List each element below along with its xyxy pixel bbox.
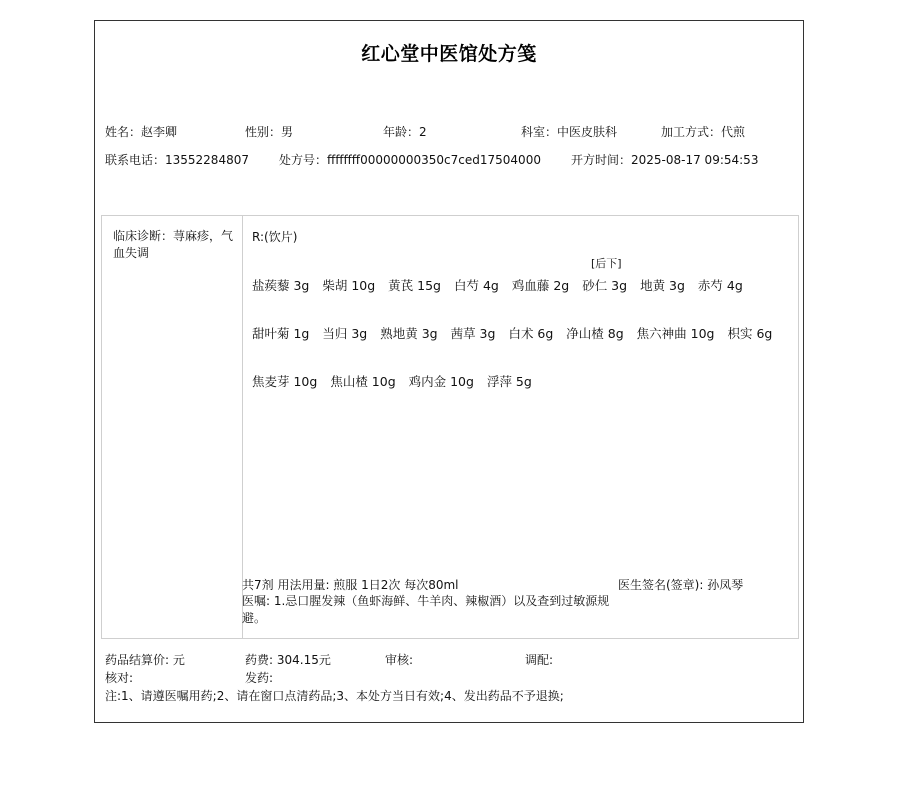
- processing-method: 加工方式：代煎: [661, 125, 746, 139]
- usage-dosage: 共7剂 用法用量: 煎服 1日2次 每次80ml: [242, 578, 459, 592]
- doctor-signature: 医生签名(签章): 孙凤琴: [618, 578, 744, 592]
- herb-row-1: [252, 276, 752, 294]
- doctor-advice: 医嘱: 1.忌口腥发辣（鱼虾海鲜、牛羊肉、辣椒酒）以及查到过敏源规避。: [242, 594, 610, 625]
- herb-item: 当归 3g: [322, 326, 368, 341]
- patient-gender: 性别：男: [245, 125, 294, 139]
- prescription-time: 开方时间：2025-08-17 09:54:53: [571, 153, 759, 167]
- herb-item: 浮萍 5g: [486, 374, 532, 389]
- herb-item: 鸡血藤 2g: [511, 278, 570, 293]
- herb-item: 焦山楂 10g: [330, 374, 396, 389]
- department: 科室：中医皮肤科: [521, 125, 618, 139]
- herb-item: 焦六神曲 10g: [636, 326, 715, 341]
- herb-item: 枳实 6g: [727, 326, 773, 341]
- herb-item: 白术 6g: [508, 326, 554, 341]
- clinical-diagnosis: 临床诊断：荨麻疹，气血失调: [113, 229, 234, 260]
- prescription-panel: [101, 215, 799, 639]
- herb-item: 鸡内金 10g: [408, 374, 474, 389]
- panel-divider: [242, 216, 243, 638]
- prescription-title: 红心堂中医馆处方笺: [361, 43, 537, 65]
- herb-item: 甜叶菊 1g: [252, 326, 310, 341]
- herb-item: 柴胡 10g: [322, 278, 376, 293]
- herb-note-later: [后下]: [591, 257, 622, 270]
- herb-item: 赤芍 4g: [697, 278, 743, 293]
- patient-phone: 联系电话：13552284807: [105, 153, 249, 167]
- herb-row-2: [252, 324, 781, 342]
- herb-item: 砂仁 3g: [582, 278, 628, 293]
- check-label: 核对:: [105, 671, 134, 685]
- herb-item: 茜草 3g: [450, 326, 496, 341]
- prescription-number: 处方号：ffffffff00000000350c7ced17504000: [279, 153, 541, 167]
- issue-label: 发药:: [245, 671, 274, 685]
- footer-note: 注:1、请遵医嘱用药;2、请在窗口点清药品;3、本处方当日有效;4、发出药品不予退换;: [105, 689, 564, 703]
- herb-item: 净山楂 8g: [566, 326, 624, 341]
- patient-name: 姓名：赵李卿: [105, 125, 178, 139]
- rx-prefix: R:(饮片): [252, 230, 298, 244]
- herb-item: 黄芪 15g: [388, 278, 441, 293]
- herb-item: 地黄 3g: [640, 278, 685, 293]
- herb-item: 盐蒺藜 3g: [252, 278, 310, 293]
- herb-item: 熟地黄 3g: [380, 326, 438, 341]
- review-label: 审核:: [385, 653, 414, 667]
- herb-item: 焦麦芽 10g: [252, 374, 318, 389]
- prescription-sheet: [94, 20, 804, 723]
- settlement-price: 药品结算价: 元: [105, 653, 185, 667]
- drug-fee: 药费: 304.15元: [245, 653, 331, 667]
- patient-age: 年龄：2: [383, 125, 427, 139]
- herb-row-3: [252, 372, 541, 390]
- herb-item: 白芍 4g: [453, 278, 499, 293]
- dispense-mix-label: 调配:: [525, 653, 554, 667]
